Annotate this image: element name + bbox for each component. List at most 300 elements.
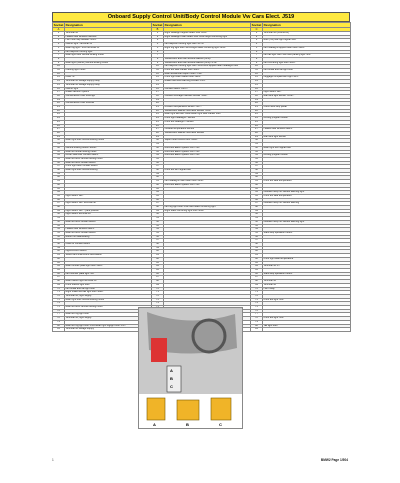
socket-number: 51 <box>53 217 65 221</box>
socket-number: 48 <box>251 206 263 210</box>
socket-number: 49 <box>251 209 263 213</box>
socket-number: 42 <box>53 183 65 187</box>
socket-number: 10 <box>53 65 65 69</box>
designation-cell: Front left side marker bulb -M23- <box>164 69 251 73</box>
designation-cell: Front right headlight - sensor <box>164 117 251 121</box>
document-title: Onboard Supply Control Unit/Body Control Module Vw Cars Elect. J519 <box>52 12 350 22</box>
designation-cell: Windscreen and rear window washer pump <box>164 57 251 61</box>
socket-number: 25 <box>53 120 65 124</box>
socket-number: 6 <box>251 50 263 54</box>
socket-number: 6 <box>53 50 65 54</box>
designation-cell: Rear left fog light bulb -L46-/Rear right foglight bulb -L47- <box>65 324 152 328</box>
socket-number: 44 <box>53 191 65 195</box>
socket-number: 37 <box>251 165 263 169</box>
socket-number: 70 <box>152 287 164 291</box>
header-socket: Socket <box>152 23 163 27</box>
socket-number: 39 <box>53 172 65 176</box>
designation-cell: Driving program button <box>263 154 351 158</box>
socket-number: 77 <box>251 313 263 317</box>
designation-cell: Coolant shortage indicator sender -G32- <box>164 94 251 98</box>
socket-number: 1 <box>152 32 164 36</box>
header-socket: Socket <box>53 23 64 27</box>
socket-number: 52 <box>53 220 65 224</box>
designation-cell: Terminal 30 (M12/2013) <box>263 32 351 36</box>
module-highlight <box>151 338 167 362</box>
socket-number: 32 <box>152 146 164 150</box>
socket-number: 1 <box>53 32 65 36</box>
socket-number: 19 <box>152 98 164 102</box>
socket-number: 4 <box>152 43 164 47</box>
socket-number: 76 <box>53 309 65 313</box>
designation-cell: Anti-theft alarm system horn -H8- <box>164 146 251 150</box>
designation-cell: Left fog light bulb -L22-/Left static cornering light <box>164 206 251 210</box>
socket-number: 36 <box>152 161 164 165</box>
socket-number: 30 <box>152 139 164 143</box>
page-number: 1 <box>52 458 54 462</box>
socket-number: 68 <box>251 280 263 284</box>
socket-number: 73 <box>152 298 164 302</box>
socket-number: 23 <box>53 113 65 117</box>
designation-cell: Horn filler flap release -J213- <box>65 39 152 43</box>
connector-a <box>147 398 165 420</box>
socket-number: 47 <box>53 202 65 206</box>
socket-number: 16 <box>152 87 164 91</box>
socket-number: 27 <box>53 128 65 132</box>
socket-number: 45 <box>152 194 164 198</box>
designation-cell: Wiper motor control unit -J400- <box>164 139 251 143</box>
designation-cell: Tail light bulb <box>263 324 351 328</box>
designation-cell: Indicator lamp for hazard warning light <box>263 220 351 224</box>
socket-number: 14 <box>152 80 164 84</box>
designation-cell: Right static cornering light bulb -M52- <box>164 209 251 213</box>
socket-number: 47 <box>251 202 263 206</box>
designation-cell: Light/comfort switch <box>65 250 152 254</box>
socket-number: 3 <box>53 39 65 43</box>
designation-cell: Anti-theft alarm system horn -H8- <box>164 183 251 187</box>
socket-number: 29 <box>53 135 65 139</box>
designation-cell: Luggage compartment light -W3- <box>263 76 351 80</box>
socket-number: 30 <box>53 139 65 143</box>
designation-cell: Front interior light bulb <box>65 283 152 287</box>
socket-number: 45 <box>251 194 263 198</box>
designation-cell: Terminal 30 <box>65 32 152 36</box>
socket-number: 75 <box>53 306 65 310</box>
connector-c <box>211 398 231 420</box>
designation-cell: Convenience CAN bus-low <box>65 102 152 106</box>
socket-number: 74 <box>53 302 65 306</box>
socket-number: 4 <box>53 43 65 47</box>
socket-number: 71 <box>251 291 263 295</box>
socket-number: 22 <box>53 109 65 113</box>
socket-number: 13 <box>53 76 65 80</box>
socket-number: 57 <box>152 239 164 243</box>
photo-label-a: A <box>170 368 173 373</box>
socket-number: 49 <box>53 209 65 213</box>
designation-cell: Light switch -E1- terminal 58 <box>65 202 152 206</box>
socket-number: 54 <box>152 228 164 232</box>
socket-number: 10 <box>152 65 164 69</box>
designation-cell: Terminal 30, right supply <box>65 294 152 298</box>
socket-number: 62 <box>53 257 65 261</box>
socket-number: 50 <box>251 213 263 217</box>
socket-number: 23 <box>152 113 164 117</box>
designation-cell: Terminal 50 <box>263 283 351 287</box>
socket-number: 32 <box>53 146 65 150</box>
socket-number: 17 <box>251 91 263 95</box>
designation-cell: Rear right door central locking motor <box>65 139 152 143</box>
designation-cell: Light switch -E1- - park position <box>65 209 152 213</box>
socket-number: 60 <box>152 250 164 254</box>
socket-number: 51 <box>152 217 164 221</box>
designation-cell: Rear number plate light bulb -M26- <box>65 265 152 269</box>
socket-number: 44 <box>251 191 263 195</box>
socket-number: 59 <box>251 246 263 250</box>
socket-number: 58 <box>152 243 164 247</box>
socket-number: 7 <box>251 54 263 58</box>
designation-cell: Left cornering light bulb -M51- <box>263 61 351 65</box>
socket-number: 71 <box>53 291 65 295</box>
socket-number: 16 <box>53 87 65 91</box>
designation-cell: Rear light door central locking motor <box>65 54 152 58</box>
designation-cell: Terminal 50 -P- <box>263 265 351 269</box>
socket-number: 28 <box>53 131 65 135</box>
socket-number: 24 <box>251 117 263 121</box>
socket-number: 21 <box>152 106 164 110</box>
designation-cell: Front right door contact switch <box>65 165 152 169</box>
socket-number: 6 <box>152 50 164 54</box>
designation-cell: Front left light -W1- <box>263 298 351 302</box>
designation-cell: Central locking button -E308- <box>65 146 152 150</box>
socket-number: 26 <box>251 124 263 128</box>
socket-number: 46 <box>251 198 263 202</box>
socket-number: 17 <box>53 91 65 95</box>
designation-cell: Heated rear window interlock <box>65 35 152 39</box>
socket-number: 43 <box>53 187 65 191</box>
socket-number: 40 <box>53 176 65 180</box>
socket-number: 60 <box>53 250 65 254</box>
socket-number: 50 <box>53 213 65 217</box>
designation-cell: Right fog light bulb -L23-/Right static cornering light -M52- <box>164 46 251 50</box>
socket-number: 21 <box>251 106 263 110</box>
connector-label: B <box>152 28 164 32</box>
designation-cell: Left daytime running light bulb -M30-/Left dipped beam headlight bulb <box>164 65 251 69</box>
socket-number: 4 <box>251 43 263 47</box>
socket-number: 20 <box>53 102 65 106</box>
socket-number: 62 <box>251 257 263 261</box>
socket-number: 28 <box>152 131 164 135</box>
socket-number: 64 <box>251 265 263 269</box>
designation-cell: Terminal 30 voltage supply relay <box>65 83 152 87</box>
socket-number: 41 <box>251 180 263 184</box>
designation-cell: Front left headlight - sensor <box>164 120 251 124</box>
designation-cell: Bulb (H4) rear light signal -M8- <box>263 39 351 43</box>
socket-number: 19 <box>251 98 263 102</box>
socket-number: 64 <box>152 265 164 269</box>
designation-cell: Left tail light bulb -M4-/Left parking light -M1- <box>263 54 351 58</box>
designation-cell: Rain and light sensor -G397- <box>263 94 351 98</box>
socket-number: 38 <box>152 169 164 173</box>
socket-number: 18 <box>251 94 263 98</box>
designation-cell: Start/Stop operation button <box>263 272 351 276</box>
socket-number: 58 <box>251 243 263 247</box>
socket-number: 76 <box>251 309 263 313</box>
socket-number: 68 <box>152 280 164 284</box>
socket-number: 39 <box>251 172 263 176</box>
header-socket: Socket <box>251 23 262 27</box>
socket-number: 55 <box>53 231 65 235</box>
pin-table <box>52 22 351 332</box>
designation-cell: Fuse for contact switch <box>65 243 152 247</box>
designation-cell: Terminal 30 voltage supply relay <box>65 80 152 84</box>
socket-number: 67 <box>152 276 164 280</box>
socket-number: 31 <box>53 143 65 147</box>
socket-number: 63 <box>251 261 263 265</box>
socket-number: 63 <box>152 261 164 265</box>
designation-cell: Windscreen washer fluid level sender <box>164 131 251 135</box>
socket-number: 65 <box>53 269 65 273</box>
socket-number: 73 <box>53 298 65 302</box>
designation-cell: Front left seat temperature <box>263 194 351 198</box>
designation-cell: Brake vacuum system <box>65 91 152 95</box>
designation-cell: Brake fluid level warning contact -F34- <box>164 80 251 84</box>
socket-number: 46 <box>53 198 65 202</box>
socket-number: 62 <box>152 257 164 261</box>
socket-number: 14 <box>251 80 263 84</box>
socket-number: 7 <box>53 54 65 58</box>
socket-number: 78 <box>251 317 263 321</box>
socket-number: 72 <box>53 294 65 298</box>
socket-number: 27 <box>251 128 263 132</box>
socket-number: 55 <box>152 231 164 235</box>
designation-cell: Heated rear window switch <box>263 128 351 132</box>
designation-cell: Windscreen washer fluid level sender -G33- <box>164 109 251 113</box>
socket-number: 45 <box>53 194 65 198</box>
socket-number: 71 <box>152 291 164 295</box>
socket-number: 5 <box>152 46 164 50</box>
connector-b <box>177 400 199 420</box>
designation-cell: Convenience CAN bus-high <box>65 94 152 98</box>
socket-number: 10 <box>251 65 263 69</box>
socket-number: 64 <box>53 265 65 269</box>
socket-number: 35 <box>152 157 164 161</box>
designation-cell: Outside temperature sensor <box>164 128 251 132</box>
designation-cell: Left daytime running light bulb -L174- <box>164 43 251 47</box>
connector-label-b: B <box>186 422 189 427</box>
socket-number: 72 <box>152 294 164 298</box>
socket-number: 24 <box>152 117 164 121</box>
socket-number: 79 <box>53 320 65 324</box>
socket-number: 31 <box>251 143 263 147</box>
socket-number: 39 <box>152 172 164 176</box>
designation-cell: Start/Stop operation button <box>263 231 351 235</box>
socket-number: 41 <box>152 180 164 184</box>
socket-number: 54 <box>251 228 263 232</box>
socket-number: 67 <box>53 276 65 280</box>
designation-cell: Anti-theft alarm system horn -H8- <box>164 154 251 158</box>
designation-cell: Rear left door central locking motor <box>65 306 152 310</box>
socket-number: 13 <box>152 76 164 80</box>
socket-number: 80 <box>53 324 65 328</box>
socket-number: 80 <box>251 324 263 328</box>
socket-number: 3 <box>251 39 263 43</box>
socket-number: 40 <box>152 176 164 180</box>
socket-number: 9 <box>53 61 65 65</box>
socket-number: 58 <box>53 243 65 247</box>
socket-number: 43 <box>251 187 263 191</box>
socket-number: 48 <box>53 206 65 210</box>
socket-number: 66 <box>152 272 164 276</box>
designation-cell: Right brake and tail light bulb -M22- <box>65 291 152 295</box>
designation-cell: Front right side marker bulb -M24- <box>164 76 251 80</box>
socket-number: 36 <box>251 161 263 165</box>
socket-number: 56 <box>152 235 164 239</box>
designation-cell: Terminal 30, right supply <box>65 317 152 321</box>
designation-cell: Ambient temperature sensor -G17- <box>164 106 251 110</box>
socket-number: 8 <box>251 57 263 61</box>
designation-cell: Left daytime running light <box>65 50 152 54</box>
designation-cell: Left brake and tail light bulb <box>263 69 351 73</box>
socket-number: 22 <box>152 109 164 113</box>
socket-number: 15 <box>152 83 164 87</box>
module-location-photo <box>138 307 243 429</box>
socket-number: 70 <box>251 287 263 291</box>
designation-cell: Left number plate light -L8- <box>65 272 152 276</box>
socket-number: 61 <box>251 254 263 258</box>
socket-number: 74 <box>251 302 263 306</box>
socket-number: 15 <box>53 83 65 87</box>
socket-number: 51 <box>251 217 263 221</box>
socket-number: 2 <box>152 35 164 39</box>
socket-number: 66 <box>53 272 65 276</box>
socket-number: 40 <box>251 176 263 180</box>
socket-number: 11 <box>53 69 65 73</box>
socket-number: 59 <box>152 246 164 250</box>
socket-number: 56 <box>53 235 65 239</box>
socket-number: 25 <box>152 120 164 124</box>
photo-label-b: B <box>170 376 173 381</box>
designation-cell: Rain and light sensor <box>263 135 351 139</box>
socket-number: 29 <box>251 135 263 139</box>
socket-number: 59 <box>53 246 65 250</box>
socket-number: 1 <box>251 32 263 36</box>
socket-number: 48 <box>152 206 164 210</box>
socket-number: 5 <box>251 46 263 50</box>
designation-cell: Rear left door contact switch <box>65 161 152 165</box>
socket-number: 42 <box>251 183 263 187</box>
designation-cell: Contact switch -F267- <box>164 87 251 91</box>
socket-number: 69 <box>251 283 263 287</box>
designation-cell: Terminal 30 voltage supply <box>65 328 152 332</box>
socket-number: 65 <box>152 269 164 273</box>
socket-number: 9 <box>251 61 263 65</box>
socket-number: 42 <box>152 183 164 187</box>
socket-number: 53 <box>251 224 263 228</box>
designation-cell: Front right seat temperature <box>263 257 351 261</box>
socket-number: 55 <box>251 231 263 235</box>
socket-number: 69 <box>152 283 164 287</box>
designation-cell: Rear left door contact switch <box>65 220 152 224</box>
socket-number: 18 <box>152 94 164 98</box>
socket-number: 7 <box>152 54 164 58</box>
designation-cell: Driving program button <box>263 117 351 121</box>
socket-number: 33 <box>152 150 164 154</box>
socket-number: 9 <box>152 61 164 65</box>
socket-number: 60 <box>251 250 263 254</box>
socket-number: 37 <box>53 165 65 169</box>
socket-number: 81 <box>53 328 65 332</box>
socket-number: 78 <box>53 317 65 321</box>
designation-cell: Clutch and stop pedal <box>263 106 351 110</box>
socket-number: 67 <box>251 276 263 280</box>
socket-number: 52 <box>152 220 164 224</box>
socket-number: 34 <box>251 154 263 158</box>
designation-cell: Left headlight main beam bulb -M30- <box>164 180 251 184</box>
connector-label: A <box>53 28 65 32</box>
socket-number: 66 <box>251 272 263 276</box>
designation-cell: Interior light - terminal 15 <box>65 43 152 47</box>
designation-cell: Front left light -W1- <box>263 317 351 321</box>
designation-cell: Rear interior light terminal 58 <box>65 280 152 284</box>
footer-text: BMW2 Page 1/504 <box>320 458 348 462</box>
designation-cell: Horn relay <box>263 287 351 291</box>
socket-number: 52 <box>251 220 263 224</box>
socket-number: 70 <box>53 287 65 291</box>
designation-cell: Rear lid central locking motor <box>65 150 152 154</box>
socket-number: 5 <box>53 46 65 50</box>
designation-cell: Right headlight dipped beam bulb -M31- <box>164 32 251 36</box>
socket-number: 33 <box>53 150 65 154</box>
socket-number: 38 <box>251 169 263 173</box>
socket-number: 53 <box>53 224 65 228</box>
socket-number: 38 <box>53 169 65 173</box>
socket-number: 18 <box>53 94 65 98</box>
socket-number: 53 <box>152 224 164 228</box>
socket-number: 32 <box>251 146 263 150</box>
socket-number: 21 <box>53 106 65 110</box>
socket-number: 46 <box>152 198 164 202</box>
socket-number: 14 <box>53 80 65 84</box>
socket-number: 26 <box>53 124 65 128</box>
socket-number: 8 <box>53 57 65 61</box>
designation-cell: Button for deactivating <box>65 235 152 239</box>
socket-number: 20 <box>251 102 263 106</box>
socket-number: 12 <box>251 72 263 76</box>
designation-cell: Rear right door central locking motor <box>65 298 152 302</box>
socket-number: 50 <box>152 213 164 217</box>
designation-cell: Light switch terminal 58 <box>65 213 152 217</box>
socket-number: 77 <box>53 313 65 317</box>
designation-cell: Rear windscreen wiper motor -V12- <box>164 72 251 76</box>
designation-cell: Parking light motor <box>65 69 152 73</box>
socket-number: 75 <box>251 306 263 310</box>
designation-cell: Rear left fog light bulb <box>65 313 152 317</box>
socket-number: 79 <box>251 320 263 324</box>
socket-number: 29 <box>152 135 164 139</box>
socket-number: 57 <box>53 239 65 243</box>
socket-number: 11 <box>251 69 263 73</box>
socket-number: 25 <box>251 120 263 124</box>
socket-number: 63 <box>53 261 65 265</box>
designation-cell: Left headlight dipped beam bulb -M29- <box>263 46 351 50</box>
socket-number: 47 <box>152 202 164 206</box>
socket-number: 69 <box>53 283 65 287</box>
socket-number: 33 <box>251 150 263 154</box>
socket-number: 13 <box>251 76 263 80</box>
socket-number: 35 <box>251 157 263 161</box>
socket-number: 49 <box>152 209 164 213</box>
designation-cell: Rear right tail bulb -M22-/Rear right side marker bulb <box>164 113 251 117</box>
designation-cell: Indicator lamp for hazard warning <box>263 202 351 206</box>
